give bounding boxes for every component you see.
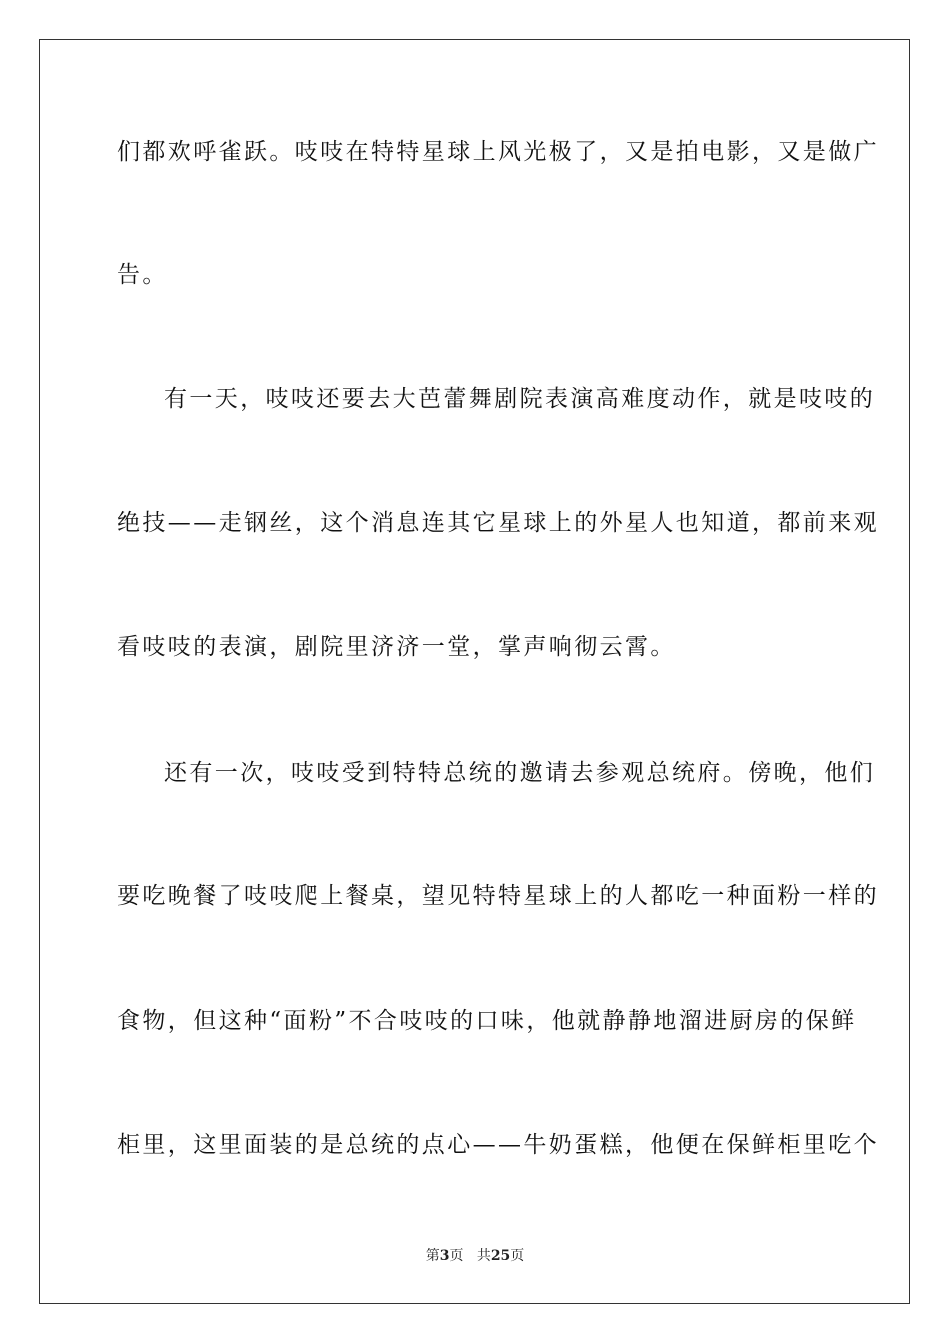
- footer-total-suffix: 页: [510, 1248, 525, 1264]
- text-line-1: 们都欢呼雀跃。吱吱在特特星球上风光极了，又是拍电影，又是做广: [117, 139, 879, 165]
- footer-page-prefix: 第: [425, 1248, 440, 1264]
- text-line-4: 绝技——走钢丝，这个消息连其它星球上的外星人也知道，都前来观: [117, 510, 879, 536]
- footer-total-pages: 25: [490, 1248, 511, 1264]
- text-line-2: 告。: [117, 262, 168, 288]
- text-line-3: 有一天，吱吱还要去大芭蕾舞剧院表演高难度动作，就是吱吱的: [164, 386, 876, 412]
- text-line-5: 看吱吱的表演，剧院里济济一堂，掌声响彻云霄。: [117, 634, 676, 660]
- footer-page-number: 3: [439, 1248, 450, 1264]
- text-line-9: 柜里，这里面装的是总统的点心——牛奶蛋糕，他便在保鲜柜里吃个: [117, 1132, 879, 1158]
- text-line-8: 食物，但这种“面粉”不合吱吱的口味，他就静静地溜进厨房的保鲜: [117, 1008, 857, 1034]
- text-line-6: 还有一次，吱吱受到特特总统的邀请去参观总统府。傍晚，他们: [164, 760, 876, 786]
- page-footer: [0, 1247, 950, 1265]
- text-line-7: 要吃晚餐了吱吱爬上餐桌，望见特特星球上的人都吃一种面粉一样的: [117, 883, 879, 909]
- page-border: [39, 39, 910, 1304]
- footer-total-prefix: 共: [476, 1248, 491, 1264]
- footer-page-suffix: 页: [449, 1248, 464, 1264]
